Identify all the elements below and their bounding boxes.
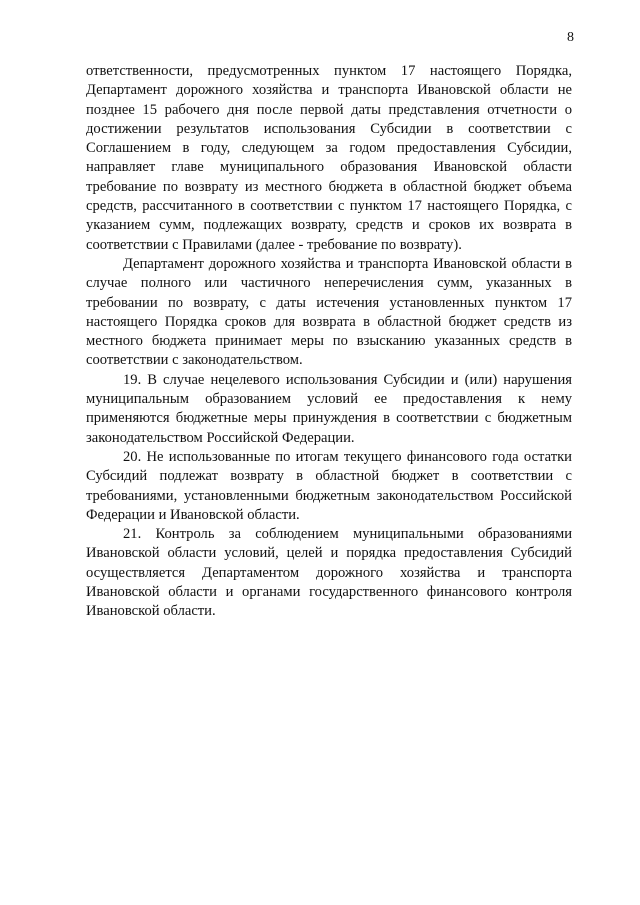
paragraph-item-21: 21. Контроль за соблюдением муниципальными образованиями Ивановской области условий, целей и порядка предоставления Субсидий осуществляется Департаментом дорожного хозяйства и транспорта Ивановской области и органами государственного финансового контроля Ивановской области. xyxy=(86,526,572,620)
paragraph-department-measures: Департамент дорожного хозяйства и транспорта Ивановской области в случае полного или частичного неперечисления сумм, указанных в требовании по возврату, с даты истечения установленных пунктом 17 настоящего Порядка сроков для возврата в областной бюджет средств из местного бюджета принимает меры по взысканию указанных средств в соответствии с законодательством. xyxy=(86,255,572,369)
paragraph-item-19: 19. В случае нецелевого использования Субсидии и (или) нарушения муниципальным образованием условий ее предоставления к нему применяются бюджетные меры принуждения в соответствии с бюджетным законодательством Российской Федерации. xyxy=(86,371,572,446)
paragraph-item-20: 20. Не использованные по итогам текущего финансового года остатки Субсидий подлежат возврату в областной бюджет в соответствии с требованиями, установленными бюджетным законодательством Российской Федерации и Ивановской области. xyxy=(86,448,572,523)
document-body xyxy=(86,62,572,622)
page-number: 8 xyxy=(567,30,574,45)
paragraph-continuation: ответственности, предусмотренных пунктом 17 настоящего Порядка, Департамент дорожного хозяйства и транспорта Ивановской области не позднее 15 рабочего дня после первой даты представления отчетности о достижении результатов использования Субсидии в соответствии с Соглашением в году, следующем за годом предоставления Субсидии, направляет главе муниципального образования Ивановской области требование по возврату из местного бюджета в областной бюджет объема средств, рассчитанного в соответствии с пунктом 17 настоящего Порядка, с указанием сумм, подлежащих возврату, средств и сроков их возврата в соответствии с Правилами (далее - требование по возврату). xyxy=(86,63,572,253)
